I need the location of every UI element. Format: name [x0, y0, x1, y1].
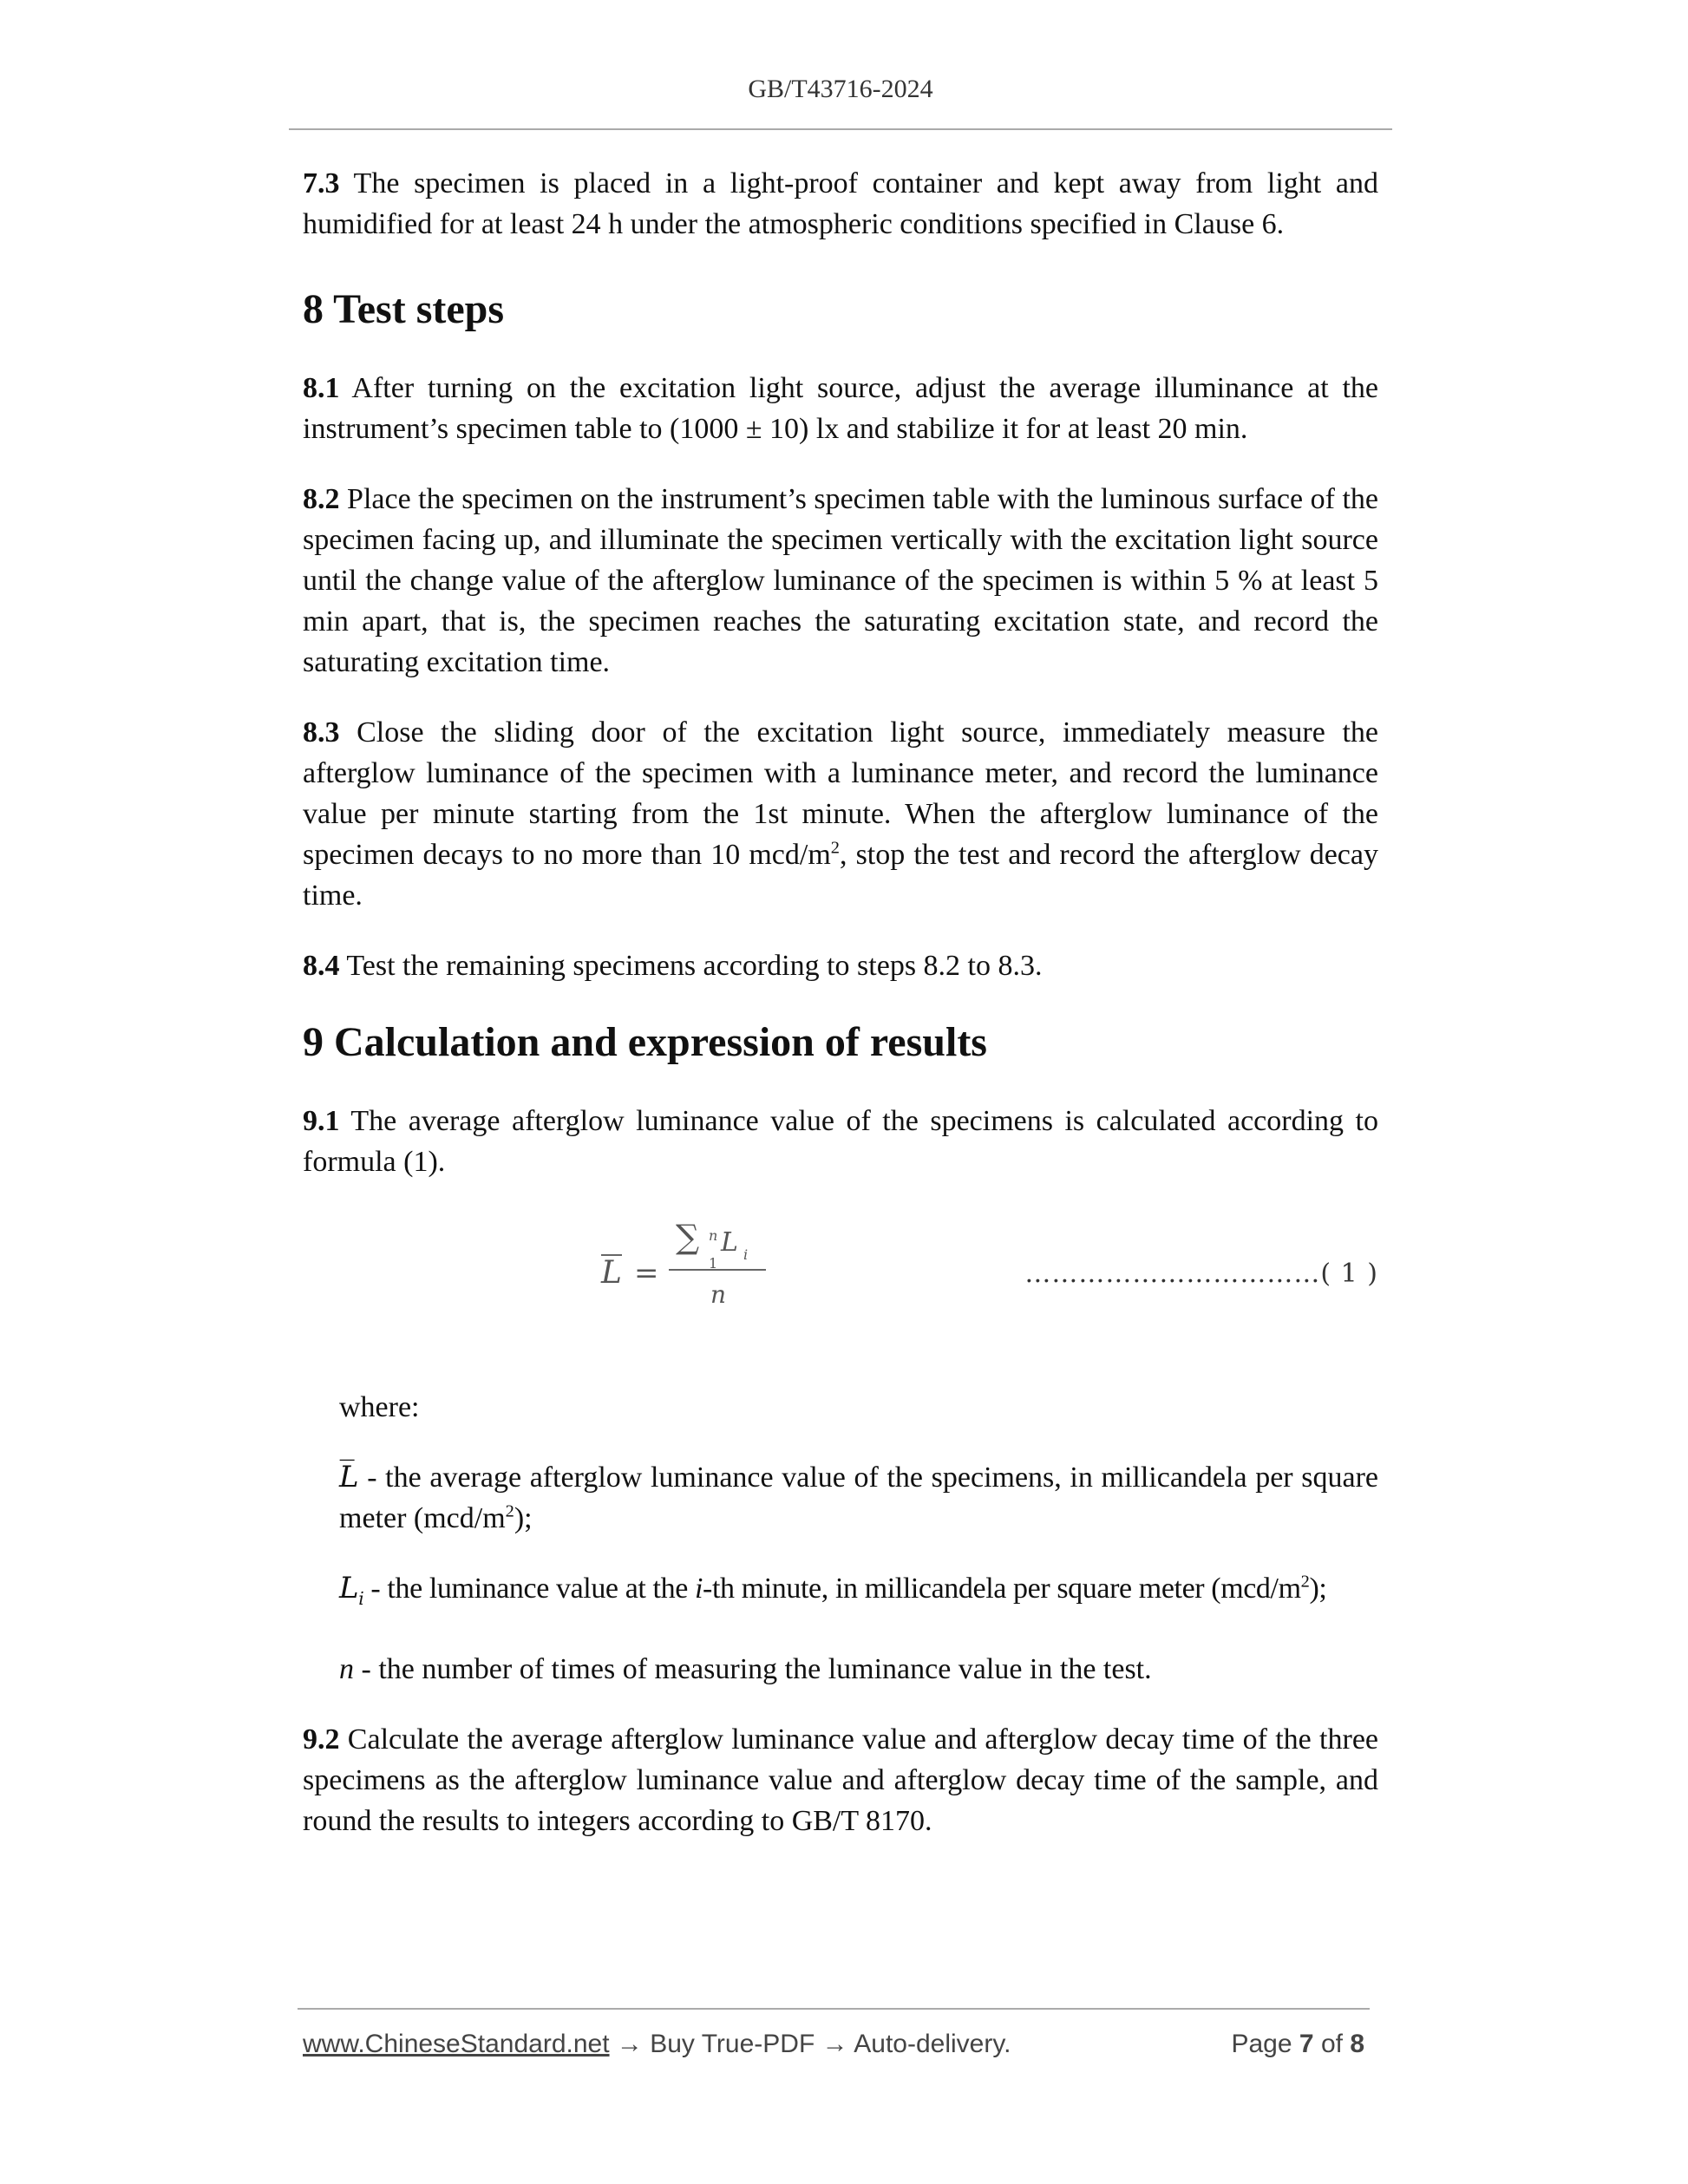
of-label: of [1320, 2030, 1343, 2058]
italic-index: i [695, 1573, 703, 1605]
header-divider [289, 128, 1392, 130]
footer-tagline: → Buy True-PDF → Auto-delivery. [609, 2030, 1011, 2058]
sum-lower-limit: 1 [709, 1255, 718, 1272]
formula-equals: = [634, 1256, 659, 1291]
symbol-l-bar: L̅ [339, 1460, 359, 1494]
formula-term-subscript: i [743, 1246, 749, 1263]
clause-8-1 [303, 368, 1378, 449]
formula-lhs: L [601, 1252, 622, 1293]
heading-test-steps: 8 Test steps [303, 286, 505, 332]
clause-text: The average afterglow luminance value of the specimens is calculated according to formula (1). [303, 1105, 1378, 1178]
page-footer [303, 2030, 1370, 2064]
clause-text-tail: , stop the test and record the afterglow decay time. [303, 839, 1378, 912]
clause-text: Place the specimen on the instrument’s specimen table with the luminous surface of the specimen facing up, and illuminate the specimen vertically with the excitation light source until the change value of the afterglow luminance of the specimen is within 5 % at least 5 min apart, that is, the specimen reaches the saturating excitation state, and record the saturating excitation time. [303, 483, 1379, 678]
page-total: 8 [1350, 2030, 1364, 2058]
clause-text: Test the remaining specimens according to steps 8.2 to 8.3. [346, 950, 1043, 982]
clause-number: 8.2 [303, 483, 340, 515]
clause-7-3 [303, 163, 1378, 245]
footer-divider [298, 2008, 1370, 2010]
definition-text-mid: -th minute, in millicandela per square meter (mcd/m [703, 1573, 1301, 1605]
average-luminance-formula [589, 1213, 780, 1318]
superscript: 2 [505, 1501, 514, 1521]
symbol-n: n [339, 1652, 354, 1685]
clause-text: After turning on the excitation light source, adjust the average illuminance at the instrument’s specimen table to (1000 ± 10) lx and stabilize it for at least 20 min. [303, 372, 1379, 445]
definition-l-i [339, 1568, 1378, 1619]
clause-text: The specimen is placed in a light-proof container and kept away from light and humidified for at least 24 h under the atmospheric conditions specified in Clause 6. [303, 167, 1378, 240]
clause-9-2 [303, 1719, 1378, 1841]
clause-text: Close the sliding door of the excitation light source, immediately measure the afterglow luminance of the specimen with a luminance meter, and record the luminance value per minute starting from the 1st minute. When the afterglow luminance of the specimen decays to no more than 10 mcd/m [303, 716, 1378, 871]
definition-text-tail: ); [514, 1502, 533, 1534]
clause-8-3 [303, 712, 1378, 916]
page-indicator [1231, 2030, 1364, 2059]
page-content [303, 163, 1378, 1841]
formula-denominator: n [710, 1280, 727, 1309]
definition-text: - the luminance value at the [363, 1573, 695, 1605]
formula-reference: ……………………………( 1 ) [1024, 1259, 1378, 1289]
definition-n [339, 1649, 1378, 1690]
heading-calculation: 9 Calculation and expression of results [303, 1019, 987, 1065]
superscript: 2 [830, 838, 840, 858]
clause-number: 9.2 [303, 1723, 340, 1756]
where-label: where: [339, 1391, 420, 1423]
clause-8-2 [303, 479, 1378, 683]
symbol-subscript: i [358, 1587, 364, 1609]
page-number: 7 [1299, 2030, 1314, 2058]
formula-numerator [669, 1213, 766, 1272]
sum-icon: ∑ [676, 1218, 700, 1256]
clause-number: 7.3 [303, 167, 340, 199]
definition-text: - the number of times of measuring the luminance value in the test. [354, 1652, 1152, 1685]
sum-upper-limit: n [709, 1227, 718, 1244]
document-id-header: GB/T43716-2024 [748, 75, 933, 103]
variable-definitions [303, 1387, 1378, 1690]
definition-text: - the average afterglow luminance value of the specimens, in millicandela per square meter (mcd/m [339, 1461, 1378, 1534]
clause-number: 8.4 [303, 950, 340, 982]
clause-9-1 [303, 1101, 1378, 1182]
definition-l-bar [339, 1457, 1378, 1539]
formula-term: L [721, 1227, 738, 1258]
clause-number: 9.1 [303, 1105, 340, 1137]
fraction-bar [669, 1269, 766, 1271]
page-label: Page [1231, 2030, 1292, 2058]
clause-8-4 [303, 945, 1378, 986]
chinese-standard-link[interactable]: www.ChineseStandard.net [303, 2030, 610, 2058]
formula-row [303, 1213, 1378, 1361]
definition-text-tail: ); [1309, 1573, 1327, 1605]
symbol-l: L [339, 1571, 359, 1605]
clause-number: 8.3 [303, 716, 340, 749]
clause-text: Calculate the average afterglow luminance value and afterglow decay time of the three specimens as the afterglow luminance value and afterglow decay time of the sample, and round the results to integers according to GB/T 8170. [303, 1723, 1379, 1837]
superscript: 2 [1300, 1572, 1310, 1592]
clause-number: 8.1 [303, 372, 340, 404]
